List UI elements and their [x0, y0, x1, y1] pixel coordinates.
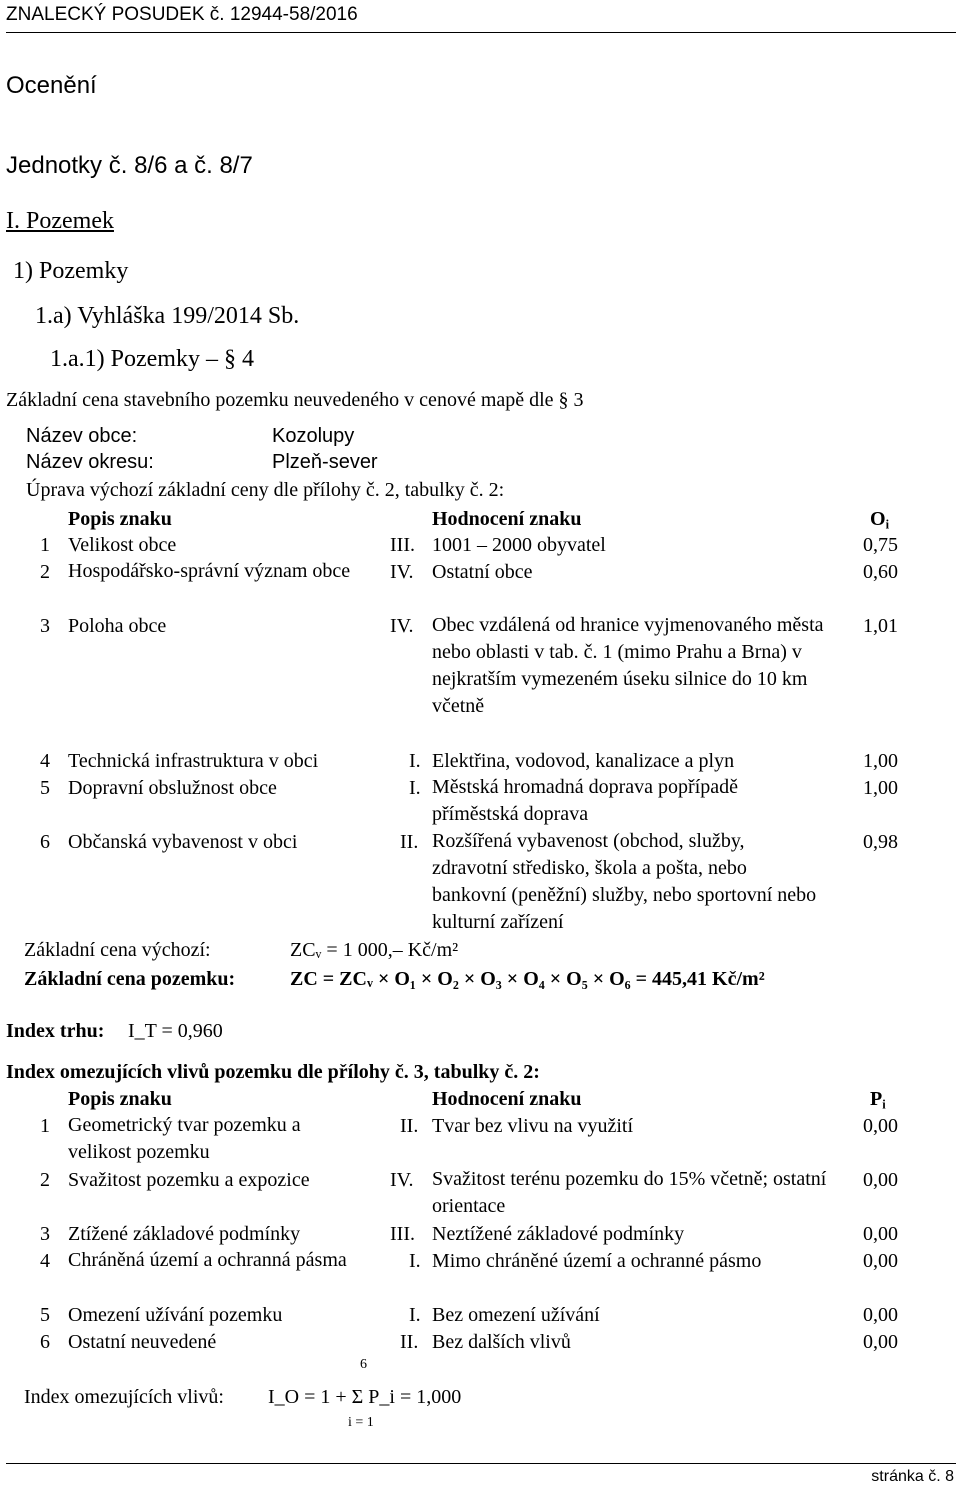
table1-title-text: Úprava výchozí základní ceny dle přílohy č. 2, tabulky č. 2:: [26, 479, 505, 501]
heading-vyhlaska: 1.a) Vyhláška 199/2014 Sb.: [35, 303, 300, 329]
table2-col-p: [870, 1088, 886, 1111]
t1-row4-znak: Technická infrastruktura v obci: [68, 750, 319, 772]
table2-col-znak: Popis znaku: [68, 1088, 172, 1110]
heading-oceneni: Ocenění: [6, 72, 97, 99]
t1-row2-n: 2: [40, 561, 50, 583]
t1-row3-n: 3: [40, 615, 50, 637]
sum-top: 6: [360, 1357, 367, 1372]
okres-value: Plzeň-sever: [272, 451, 378, 473]
t1-row2-znak: Hospodářsko-správní význam obce: [68, 560, 351, 582]
t2-row4-roman: I.: [409, 1250, 421, 1272]
t2-row5-znak: Omezení užívání pozemku: [68, 1304, 283, 1326]
okres-label: Název okresu:: [26, 451, 154, 473]
heading-jednotky: Jednotky č. 8/6 a č. 8/7: [6, 152, 253, 179]
t2-row4-value: 0,00: [863, 1250, 898, 1272]
t1-row2-hodnoceni: Ostatní obce: [432, 561, 533, 583]
t2-row2-roman: IV.: [390, 1169, 414, 1191]
table2-title: Index omezujících vlivů pozemku dle přílohy č. 3, tabulky č. 2:: [6, 1061, 540, 1083]
table2-col-p-letter: P: [870, 1088, 883, 1110]
t1-row6-znak: Občanská vybavenost v obci: [68, 831, 298, 853]
t1-row5-value: 1,00: [863, 777, 898, 799]
table1-col-hodnoceni: Hodnocení znaku: [432, 508, 582, 530]
t2-row6-n: 6: [40, 1331, 50, 1353]
t1-row4-roman: I.: [409, 750, 421, 772]
t1-row5-n: 5: [40, 777, 50, 799]
t1-row5-znak: Dopravní obslužnost obce: [68, 777, 277, 799]
heading-zakladni-cena: Základní cena stavebního pozemku neuvedeného v cenové mapě dle § 3: [6, 389, 584, 411]
t2-row5-value: 0,00: [863, 1304, 898, 1326]
t1-row4-n: 4: [40, 750, 50, 772]
index-omezujicich-label: Index omezujících vlivů:: [24, 1386, 224, 1408]
index-trhu-value: I_T = 0,960: [128, 1020, 223, 1042]
t2-row4-hodnoceni: Mimo chráněné území a ochranné pásmo: [432, 1250, 762, 1272]
t2-row5-hodnoceni: Bez omezení užívání: [432, 1304, 600, 1326]
t2-row2-znak: Svažitost pozemku a expozice: [68, 1169, 310, 1191]
t2-row3-value: 0,00: [863, 1223, 898, 1245]
t2-row6-value: 0,00: [863, 1331, 898, 1353]
t1-row6-n: 6: [40, 831, 50, 853]
t1-row6-hodnoceni: Rozšířená vybavenost (obchod, služby, zdravotní středisko, škola a pošta, nebo bankovní (peněžní) služby, nebo sportovní nebo kulturní zařízení: [432, 830, 817, 933]
t2-row5-roman: I.: [409, 1304, 421, 1326]
t2-row3-hodnoceni: Neztížené základové podmínky: [432, 1223, 685, 1245]
t2-row3-znak: Ztížené základové podmínky: [68, 1223, 301, 1245]
heading-pozemky-4: 1.a.1) Pozemky – § 4: [50, 346, 254, 372]
t1-row6-roman: II.: [400, 831, 419, 853]
t1-row6-value: 0,98: [863, 831, 898, 853]
t1-row1-value: 0,75: [863, 534, 898, 556]
t2-row2-hodnoceni: Svažitost terénu pozemku do 15% včetně; ostatní orientace: [432, 1168, 827, 1217]
t1-row3-value: 1,01: [863, 615, 898, 637]
zakladni-vychozi-value: ZCᵥ = 1 000,– Kč/m²: [290, 939, 459, 961]
t2-row4-n: 4: [40, 1250, 50, 1272]
zakladni-pozemku-value: ZC = ZCᵥ × O₁ × O₂ × O₃ × O₄ × O₅ × O₆ = 445,41 Kč/m²: [290, 968, 765, 990]
t1-row1-roman: III.: [390, 534, 415, 556]
t1-row2-value: 0,60: [863, 561, 898, 583]
t2-row1-n: 1: [40, 1115, 50, 1137]
t1-row4-value: 1,00: [863, 750, 898, 772]
heading-pozemky: 1) Pozemky: [13, 258, 129, 284]
t1-row1-hodnoceni: 1001 – 2000 obyvatel: [432, 534, 606, 556]
header-divider: [6, 32, 956, 33]
table1-col-znak: Popis znaku: [68, 508, 172, 530]
t2-row2-value: 0,00: [863, 1169, 898, 1191]
t2-row3-roman: III.: [390, 1223, 415, 1245]
table1-col-o-sub: i: [885, 517, 890, 532]
footer-divider: [6, 1463, 956, 1464]
t2-row1-znak: Geometrický tvar pozemku a velikost pozemku: [68, 1114, 301, 1163]
document-header: ZNALECKÝ POSUDEK č. 12944-58/2016: [6, 4, 358, 25]
t2-row1-roman: II.: [400, 1115, 419, 1137]
t1-row3-znak: Poloha obce: [68, 615, 167, 637]
t2-row6-znak: Ostatní neuvedené: [68, 1331, 217, 1353]
t2-row6-roman: II.: [400, 1331, 419, 1353]
table1-col-o-letter: O: [870, 508, 886, 530]
obec-label: Název obce:: [26, 425, 138, 447]
table2-col-p-sub: i: [882, 1097, 886, 1112]
t1-row3-hodnoceni: Obec vzdálená od hranice vyjmenovaného města nebo oblasti v tab. č. 1 (mimo Prahu a Brna) v nejkratším vymezeném úseku silnice do 10 km včetně: [432, 614, 824, 717]
t2-row2-n: 2: [40, 1169, 50, 1191]
t1-row5-hodnoceni: Městská hromadná doprava popřípadě příměstská doprava: [432, 776, 739, 825]
t1-row1-znak: Velikost obce: [68, 534, 177, 556]
table1-col-o: [870, 508, 889, 531]
t1-row3-roman: IV.: [390, 615, 414, 637]
t2-row6-hodnoceni: Bez dalších vlivů: [432, 1331, 571, 1353]
obec-value: Kozolupy: [272, 425, 355, 447]
sum-bottom: i = 1: [348, 1415, 374, 1430]
index-omezujicich-formula: I_O = 1 + Σ P_i = 1,000: [268, 1386, 462, 1408]
t1-row2-roman: IV.: [390, 561, 414, 583]
t1-row5-roman: I.: [409, 777, 421, 799]
t2-row1-hodnoceni: Tvar bez vlivu na využití: [432, 1115, 634, 1137]
t2-row5-n: 5: [40, 1304, 50, 1326]
zakladni-vychozi-label: Základní cena výchozí:: [24, 939, 211, 961]
page-number: stránka č. 8: [871, 1468, 954, 1485]
t2-row3-n: 3: [40, 1223, 50, 1245]
zakladni-pozemku-label: Základní cena pozemku:: [24, 968, 236, 990]
t2-row1-value: 0,00: [863, 1115, 898, 1137]
table2-col-hodnoceni: Hodnocení znaku: [432, 1088, 582, 1110]
t2-row4-znak: Chráněná území a ochranná pásma: [68, 1249, 347, 1271]
index-trhu-label: Index trhu:: [6, 1020, 105, 1042]
table1-title: [26, 479, 504, 502]
t1-row1-n: 1: [40, 534, 50, 556]
t1-row4-hodnoceni: Elektřina, vodovod, kanalizace a plyn: [432, 750, 735, 772]
heading-pozemek: I. Pozemek: [6, 208, 114, 234]
